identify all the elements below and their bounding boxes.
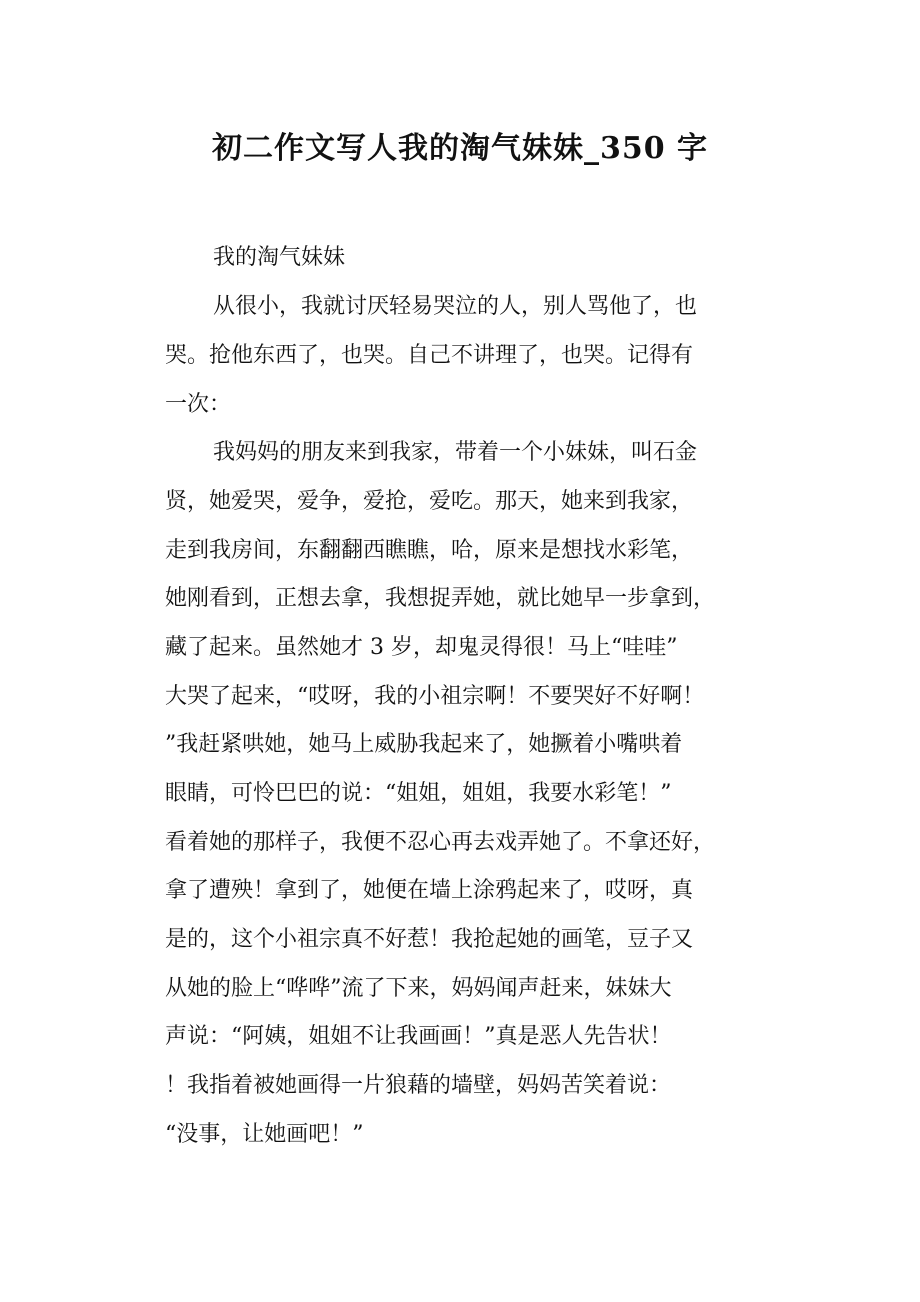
paragraph-line: 从很小，我就讨厌轻易哭泣的人，别人骂他了，也 (213, 294, 698, 319)
paragraph-line: 看着她的那样子，我便不忍心再去戏弄她了。不拿还好， (165, 830, 716, 855)
paragraph-line: 大哭了起来，“哎呀，我的小祖宗啊！不要哭好不好啊！ (165, 684, 705, 709)
paragraph-line: ”我赶紧哄她，她马上威胁我起来了，她撅着小嘴哄着 (165, 732, 683, 757)
paragraph-line: 走到我房间，东翻翻西瞧瞧，哈，原来是想找水彩笔， (165, 538, 694, 563)
paragraph-line: 眼睛，可怜巴巴的说：“姐姐，姐姐，我要水彩笔！” (165, 781, 672, 806)
paragraph-line: 从她的脸上“哗哗”流了下来，妈妈闻声赶来，妹妹大 (165, 976, 672, 1001)
paragraph-line: 一次： (165, 392, 232, 417)
paragraph-line: 贤，她爱哭，爱争，爱抢，爱吃。那天，她来到我家， (165, 489, 694, 514)
document-title: 初二作文写人我的淘气妹妹_350 字 (211, 131, 709, 166)
paragraph-line: 拿了遭殃！拿到了，她便在墙上涂鸦起来了，哎呀，真 (165, 878, 694, 903)
paragraph-line: 我妈妈的朋友来到我家，带着一个小妹妹，叫石金 (213, 440, 698, 465)
paragraph-line: 我的淘气妹妹 (213, 245, 346, 270)
paragraph-line: ！我指着被她画得一片狼藉的墙壁，妈妈苦笑着说： (165, 1073, 672, 1098)
paragraph-line: 藏了起来。虽然她才 3 岁，却鬼灵得很！马上“哇哇” (165, 635, 678, 660)
paragraph-line: 声说：“阿姨，姐姐不让我画画！”真是恶人先告状！ (165, 1024, 672, 1049)
paragraph-line: “没事，让她画吧！” (165, 1122, 364, 1147)
paragraph-line: 是的，这个小祖宗真不好惹！我抢起她的画笔，豆子又 (165, 927, 694, 952)
paragraph-line: 哭。抢他东西了，也哭。自己不讲理了，也哭。记得有 (165, 343, 694, 368)
paragraph-line: 她刚看到，正想去拿，我想捉弄她，就比她早一步拿到， (165, 586, 716, 611)
